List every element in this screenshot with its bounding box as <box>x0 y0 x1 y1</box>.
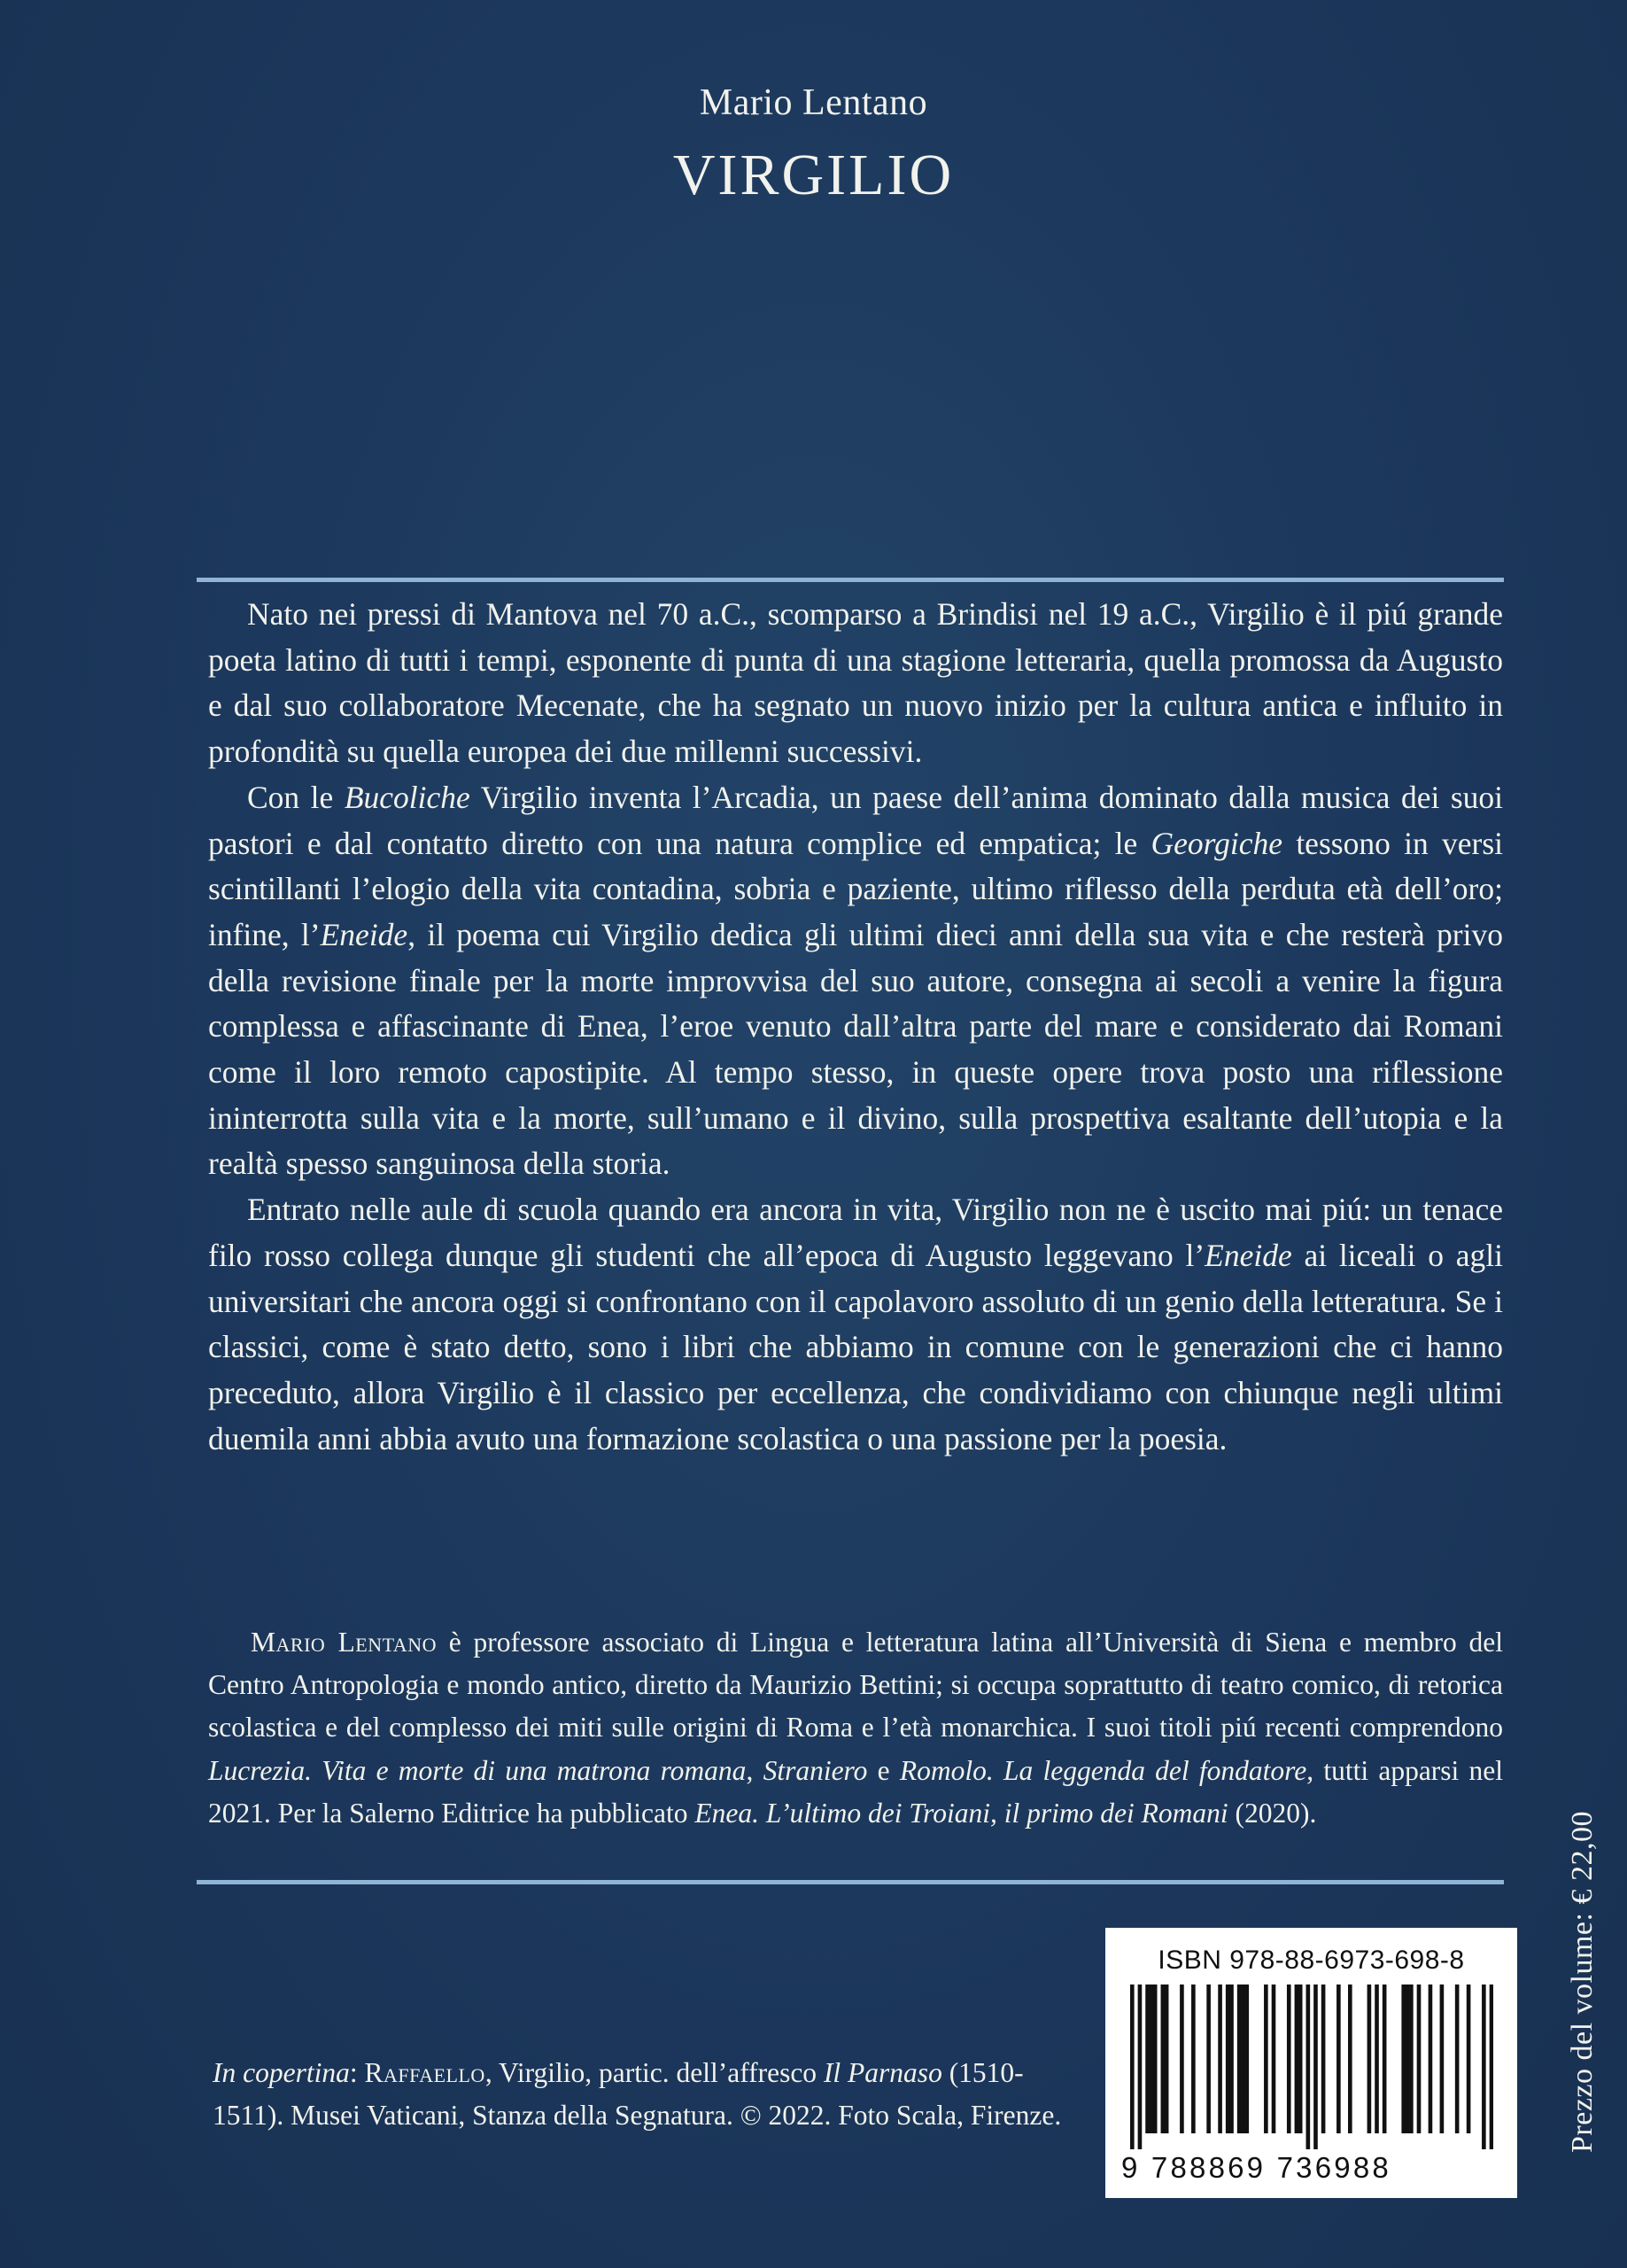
barcode-bar <box>1295 1984 1299 2133</box>
credit-text: , Virgilio, partic. dell’affresco <box>484 2057 824 2088</box>
barcode-bar <box>1241 1984 1245 2133</box>
barcode-bar <box>1467 1984 1471 2133</box>
barcode-bar <box>1237 1984 1242 2133</box>
barcode-bar <box>1206 1984 1211 2133</box>
barcode-bar <box>1440 1984 1445 2133</box>
barcode-bar <box>1348 1984 1352 2133</box>
ean-digits: 9 788869 736988 <box>1121 2151 1391 2184</box>
bio-title-straniero: Straniero <box>763 1754 868 1786</box>
bio-title-enea: Enea. L’ultimo dei Troiani, il primo dei Romani <box>694 1797 1228 1829</box>
barcode-bar <box>1490 1984 1493 2149</box>
credit-artist: Raffaello <box>364 2057 485 2088</box>
bio-text: , <box>746 1754 763 1786</box>
barcode-bar <box>1218 1984 1222 2133</box>
isbn-number: ISBN 978-88-6973-698-8 <box>1158 1946 1465 1975</box>
barcode-bar <box>1264 1984 1268 2133</box>
work-title-eneide: Eneide <box>320 916 408 952</box>
barcode-bar <box>1138 1984 1143 2149</box>
barcode-bar <box>1367 1984 1372 2133</box>
barcode-bar <box>1417 1984 1422 2133</box>
bio-text: e <box>867 1754 900 1786</box>
book-title: VIRGILIO <box>672 143 955 207</box>
barcode-bar <box>1455 1984 1460 2133</box>
barcode-bar <box>1150 1984 1154 2133</box>
barcode-bar <box>1406 1984 1410 2133</box>
barcode-bar <box>1191 1984 1196 2133</box>
blurb-text: Virgilio inventa l’Arcadia, un paese dell’anima dominato dalla musica dei suoi pastori e dal contatto diretto con una natura complice ed empatica; le <box>208 779 1503 861</box>
price-label: Prezzo del volume: € 22,00 <box>1566 1811 1599 2153</box>
work-title-eneide: Eneide <box>1205 1237 1292 1273</box>
blurb-text: , il poema cui Virgilio dedica gli ultimi dieci anni della sua vita e che resterà privo della revisione finale per la morte improvvisa del suo autore, consegna ai secoli a venire la figura complessa e affascinante di Enea, l’eroe venuto dall’altra parte del mare e considerato dai Romani come il loro remoto capostipite. Al tempo stesso, in queste opere trova posto una riflessione ininterrotta sulla vita e la morte, sull’umano e il divino, sulla prospettiva esaltante dell’utopia e la realtà spesso sanguinosa della storia. <box>208 916 1503 1182</box>
barcode-bar <box>1306 1984 1311 2149</box>
barcode-bar <box>1321 1984 1326 2133</box>
cover-credit <box>213 2052 1063 2137</box>
credit-work-title: Il Parnaso <box>823 2057 942 2088</box>
barcode-bar <box>1429 1984 1433 2133</box>
blurb-paragraph-2 <box>208 775 1503 1187</box>
credit-text: (1510-1511). Musei Vaticani, Stanza della Segnatura. © 2022. Foto Scala, Firenze. <box>213 2057 1062 2131</box>
barcode-bar <box>1383 1984 1387 2133</box>
barcode-bar <box>1226 1984 1230 2133</box>
bottom-divider <box>197 1880 1504 1884</box>
barcode-bar <box>1409 1984 1414 2133</box>
barcode-label <box>1105 1928 1517 2198</box>
barcode-bar <box>1161 1984 1166 2133</box>
work-title-georgiche: Georgiche <box>1151 825 1283 861</box>
bio-text: (2020). <box>1228 1797 1317 1829</box>
bio-text: è professore associato di Lingua e letteratura latina all’Università di Siena e membro del Centro Antropologia e mondo antico, diretto da Maurizio Bettini; si occupa soprattutto di teatro comico, di retorica scolastica e del complesso dei miti sulle origini di Roma e l’età monarchica. I suoi titoli piú recenti comprendono <box>208 1627 1503 1744</box>
barcode-bar <box>1298 1984 1303 2133</box>
barcode-bar <box>1153 1984 1158 2133</box>
blurb-text: Con le <box>247 779 345 815</box>
barcode-bar <box>1145 1984 1150 2133</box>
top-divider <box>197 578 1504 582</box>
blurb-paragraph-1: Nato nei pressi di Mantova nel 70 a.C., scomparso a Brindisi nel 19 a.C., Virgilio è il piú grande poeta latino di tutti i tempi, esponente di punta di una stagione letteraria, quella promossa da Augusto e dal suo collaboratore Mecenate, che ha segnato un nuovo inizio per la cultura antica e influito in profondità su quella europea dei due millenni successivi. <box>208 596 1503 770</box>
barcode-bar <box>1401 1984 1406 2133</box>
barcode-bar <box>1482 1984 1486 2149</box>
author-name: Mario Lentano <box>699 82 928 123</box>
barcode-bar <box>1180 1984 1184 2133</box>
barcode-bar <box>1313 1984 1318 2149</box>
blurb-text: Entrato nelle aule di scuola quando era ancora in vita, Virgilio non ne è uscito mai piú: un tenace filo rosso collega dunque gli studenti che all’epoca di Augusto leggevano l’ <box>208 1192 1503 1273</box>
bio-title-lucrezia: Lucrezia. Vita e morte di una matrona romana <box>208 1754 747 1786</box>
blurb <box>208 592 1503 1462</box>
bio-text: , tutti apparsi nel 2021. Per la Salerno Editrice ha pubblicato <box>208 1754 1504 1829</box>
barcode-bar <box>1229 1984 1234 2133</box>
bio-author-name: Mario Lentano <box>251 1627 437 1658</box>
barcode-bar <box>1287 1984 1291 2133</box>
credit-text: : <box>349 2057 365 2088</box>
barcode-bar <box>1336 1984 1341 2133</box>
barcode-bar <box>1165 1984 1169 2133</box>
author-bio <box>208 1621 1503 1835</box>
barcode-bar <box>1272 1984 1276 2133</box>
barcode-bar <box>1130 1984 1135 2149</box>
credit-label: In copertina <box>213 2057 350 2088</box>
barcode-bar <box>1375 1984 1379 2133</box>
barcode-bar <box>1244 1984 1249 2133</box>
blurb-text: ai liceali o agli universitari che ancora oggi si confrontano con il capolavoro assoluto di un genio della letteratura. Se i classici, come è stato detto, sono i libri che abbiamo in comune con le generazioni che ci hanno preceduto, allora Virgilio è il classico per eccellenza, che condividiamo con chiunque negli ultimi duemila anni abbia avuto una formazione scolastica o una passione per la poesia. <box>208 1237 1504 1456</box>
work-title-bucoliche: Bucoliche <box>344 779 470 815</box>
blurb-paragraph-3 <box>208 1187 1503 1462</box>
bio-title-romolo: Romolo. La leggenda del fondatore <box>899 1754 1307 1786</box>
blurb-text: tessono in versi scintillanti l’elogio della vita contadina, sobria e paziente, ultimo riflesso della perduta età dell’oro; infine, l’ <box>208 825 1503 952</box>
barcode-icon <box>1130 1984 1493 2149</box>
